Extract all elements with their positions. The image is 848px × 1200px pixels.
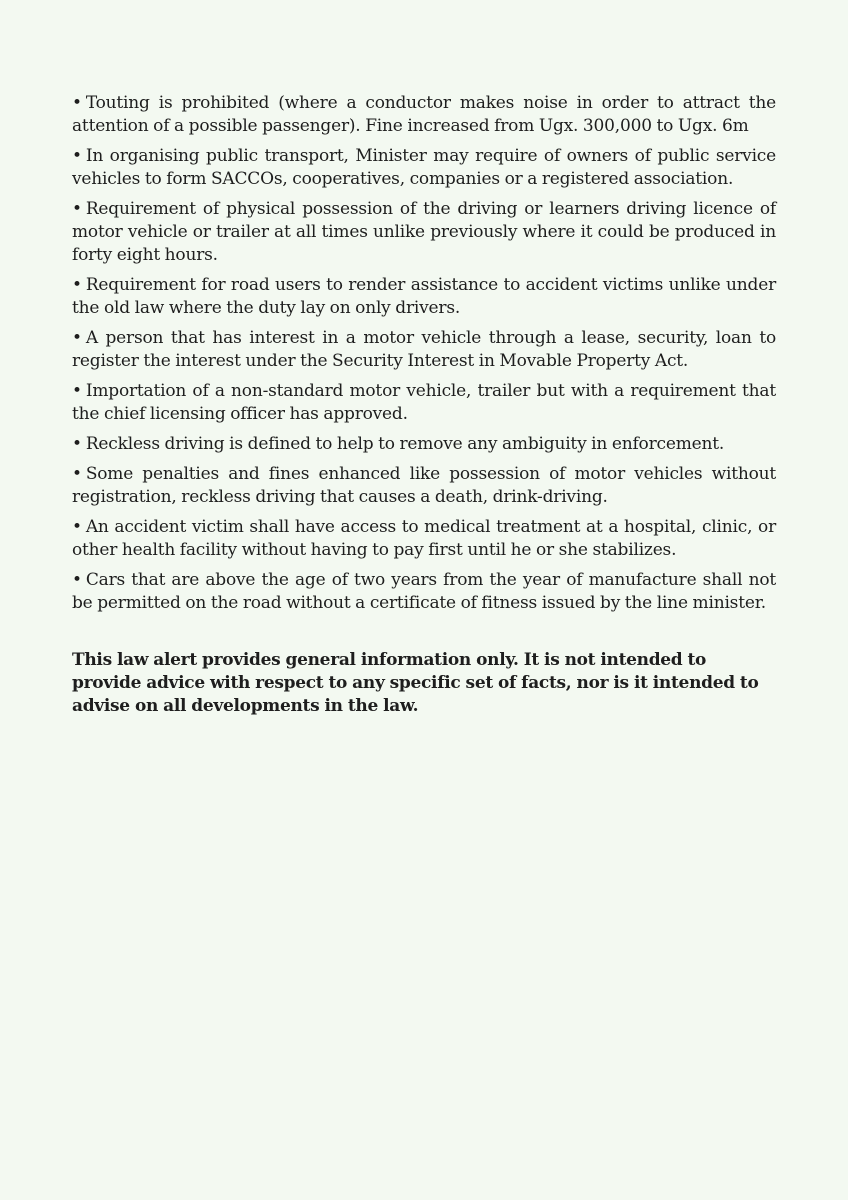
list-item-text: An accident victim shall have access to medical treatment at a hospital, clinic, or other health facility without having to pay first until he or she stabilizes.	[72, 517, 776, 560]
list-item-text: A person that has interest in a motor vehicle through a lease, security, loan to register the interest under the Security Interest in Movable Property Act.	[72, 328, 776, 371]
list-item	[72, 92, 776, 138]
list-item	[72, 433, 776, 456]
list-item	[72, 274, 776, 320]
disclaimer-text: This law alert provides general information only. It is not intended to provide advice with respect to any specific set of facts, nor is it intended to advise on all developments in the law.	[72, 650, 759, 716]
bullet-icon: •	[72, 517, 82, 537]
list-item	[72, 569, 776, 615]
list-item-text: Touting is prohibited (where a conductor makes noise in order to attract the attention of a possible passenger). Fine increased from Ugx. 300,000 to Ugx. 6m	[72, 93, 776, 136]
bullet-icon: •	[72, 464, 82, 484]
bullet-icon: •	[72, 570, 82, 590]
bullet-icon: •	[72, 199, 82, 219]
list-item	[72, 463, 776, 509]
list-item	[72, 145, 776, 191]
bullet-icon: •	[72, 93, 82, 113]
list-item-text: Some penalties and fines enhanced like possession of motor vehicles without registration, reckless driving that causes a death, drink-driving.	[72, 464, 776, 507]
law-changes-list	[72, 92, 776, 615]
list-item-text: Reckless driving is defined to help to remove any ambiguity in enforcement.	[85, 434, 725, 454]
list-item-text: In organising public transport, Minister may require of owners of public service vehicles to form SACCOs, cooperatives, companies or a registered association.	[72, 146, 776, 189]
bullet-icon: •	[72, 381, 82, 401]
list-item-text: Requirement of physical possession of the driving or learners driving licence of motor vehicle or trailer at all times unlike previously where it could be produced in forty eight hours.	[72, 199, 776, 265]
list-item-text: Importation of a non-standard motor vehicle, trailer but with a requirement that the chief licensing officer has approved.	[72, 381, 776, 424]
list-item	[72, 516, 776, 562]
bullet-icon: •	[72, 275, 82, 295]
list-item-text: Cars that are above the age of two years from the year of manufacture shall not be permitted on the road without a certificate of fitness issued by the line minister.	[72, 570, 776, 613]
bullet-icon: •	[72, 434, 82, 454]
list-item-text: Requirement for road users to render assistance to accident victims unlike under the old law where the duty lay on only drivers.	[72, 275, 776, 318]
list-item	[72, 327, 776, 373]
bullet-icon: •	[72, 328, 82, 348]
list-item	[72, 198, 776, 267]
bullet-icon: •	[72, 146, 82, 166]
list-item	[72, 380, 776, 426]
